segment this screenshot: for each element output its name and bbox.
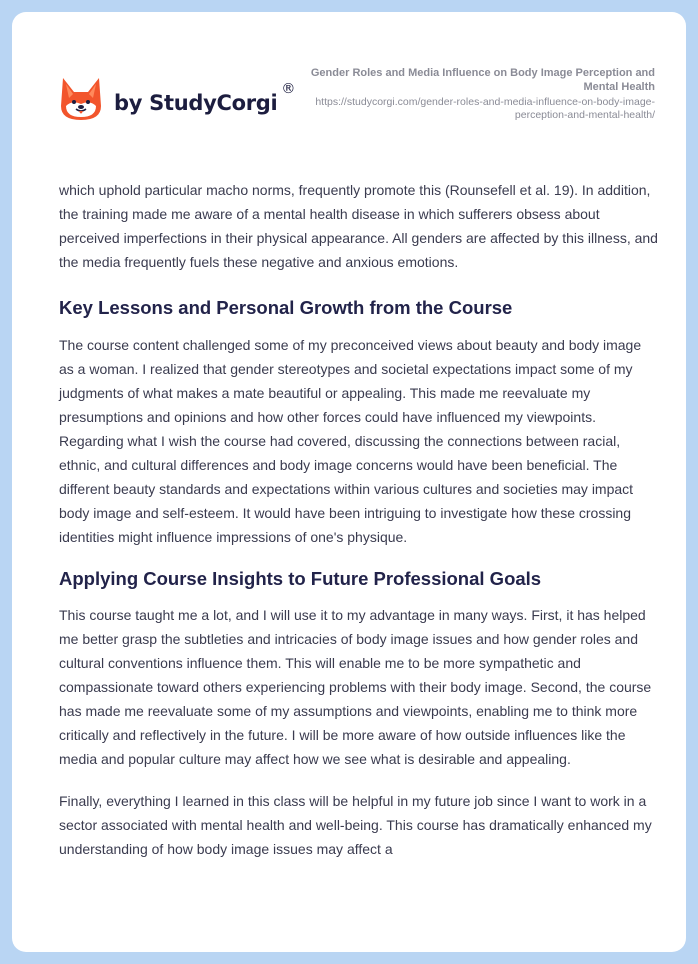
- document-url[interactable]: https://studycorgi.com/gender-roles-and-media-influence-on-body-image-perception-and-mental-health/: [315, 96, 655, 121]
- registered-mark: ®: [281, 81, 296, 97]
- studycorgi-logo[interactable]: [60, 76, 295, 122]
- brand-name: by StudyCorgi: [114, 91, 278, 115]
- paragraph-applying-insights: This course taught me a lot, and I will use it to my advantage in many ways. First, it has helped me better grasp the subtleties and intricacies of body image issues and how gender roles and cultural conventions influence them. This will enable me to be more sympathetic and compassionate toward others experiencing problems with their body image. Second, the course has made me reevaluate some of my assumptions and viewpoints, enabling me to think more critically and reflectively in the future. I will be more aware of how outside influences like the media and popular culture may affect how we see what is desirable and appealing.: [59, 607, 652, 767]
- paragraph-finally: Finally, everything I learned in this class will be helpful in my future job since I want to work in a sector associated with mental health and well-being. This course has dramatically enhanced my understanding of how body image issues may affect a: [59, 793, 652, 857]
- paragraph-intro: which uphold particular macho norms, frequently promote this (Rounsefell et al. 19). In addition, the training made me aware of a mental health disease in which sufferers obsess about perceived imperfections in their physical appearance. All genders are affected by this illness, and the media frequently fuels these negative and anxious emotions.: [59, 182, 658, 270]
- heading-key-lessons: Key Lessons and Personal Growth from the Course: [59, 297, 513, 318]
- document-page: [12, 12, 686, 952]
- document-title: Gender Roles and Media Influence on Body Image Perception and Mental Health: [310, 67, 655, 93]
- document-body: [59, 178, 659, 879]
- corgi-face-icon: [60, 76, 102, 122]
- heading-applying-insights: Applying Course Insights to Future Professional Goals: [59, 568, 542, 589]
- document-meta: [295, 66, 655, 122]
- page-header: [12, 12, 686, 162]
- paragraph-key-lessons: The course content challenged some of my preconceived views about beauty and body image as a woman. I realized that gender stereotypes and societal expectations impact some of my judgments of what makes a mate beautiful or appealing. This made me reevaluate my presumptions and opinions and how other forces could have influenced my viewpoints. Regarding what I wish the course had covered, discussing the connections between racial, ethnic, and cultural differences and body image concerns would have been beneficial. The different beauty standards and expectations within various cultures and societies may impact body image and self-esteem. It would have been intriguing to investigate how these crossing identities might influence impressions of one's physique.: [59, 337, 642, 545]
